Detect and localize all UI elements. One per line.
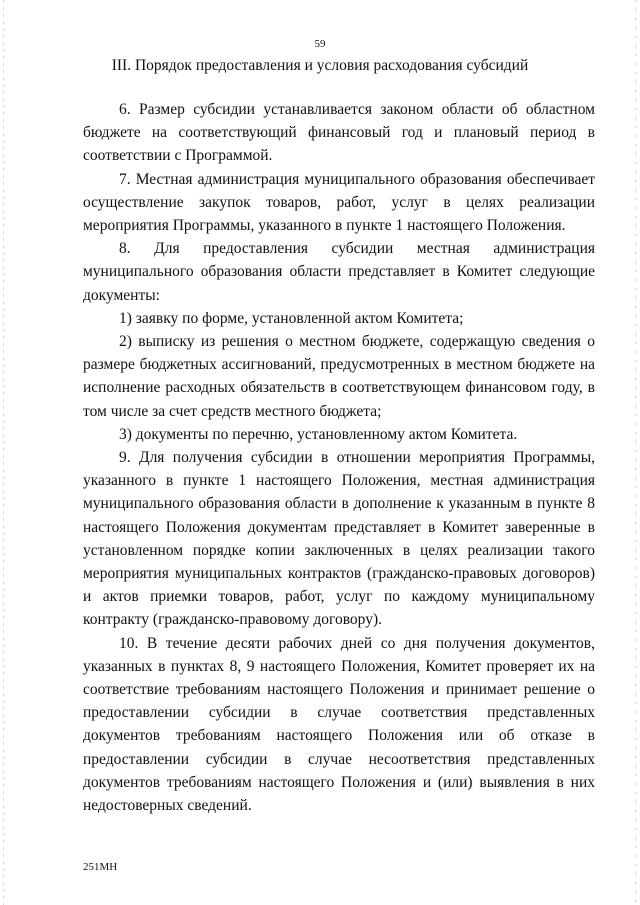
paragraph-6: 6. Размер субсидии устанавливается законом области об областном бюджете на соответствующий финансовый год и плановый период в соответствии с Программой. xyxy=(83,101,595,165)
footer-code: 251МН xyxy=(83,861,118,873)
paragraph-8: 8. Для предоставления субсидии местная администрация муниципального образования области представляет в Комитет следующие документы: xyxy=(83,240,595,304)
page-number: 59 xyxy=(314,38,326,50)
section-title: III. Порядок предоставления и условия расходования субсидий xyxy=(111,57,529,74)
paragraph-10: 10. В течение десяти рабочих дней со дня получения документов, указанных в пунктах 8, 9 настоящего Положения, Комитет проверяет их на соответствие требованиям настоящего Положения и принимает решение о предоставлении субсидии в случае соответствия представленных документов требованиям настоящего Положения или об отказе в предоставлении субсидии в случае несоответствия представленных документов требованиям настоящего Положения и (или) выявления в них недостоверных сведений. xyxy=(83,634,595,815)
paragraph-9: 9. Для получения субсидии в отношении мероприятия Программы, указанного в пункте 1 настоящего Положения, местная администрация муниципального образования области в дополнение к указанным в пункте 8 настоящего Положения документам представляет в Комитет заверенные в установленном порядке копии заключенных в целях реализации такого мероприятия муниципальных контрактов (гражданско-правовых договоров) и актов приемки товаров, работ, услуг по каждому муниципальному контракту (гражданско-правовому договору). xyxy=(83,449,595,629)
paragraph-7: 7. Местная администрация муниципального образования обеспечивает осуществление закупок товаров, работ, услуг в целях реализации мероприятия Программы, указанного в пункте 1 настоящего Положения. xyxy=(83,170,595,235)
document-body xyxy=(83,98,595,817)
paragraph-8-item-2: 2) выписку из решения о местном бюджете, содержащую сведения о размере бюджетных ассигнований, предусмотренных в местном бюджете на исполнение расходных обязательств в соответствующем финансовом году, в том числе за счет средств местного бюджета; xyxy=(83,333,595,420)
scan-edge-right xyxy=(635,0,636,905)
paragraph-8-item-1: 1) заявку по форме, установленной актом Комитета; xyxy=(119,309,464,327)
paragraph-8-item-3: 3) документы по перечню, установленному актом Комитета. xyxy=(119,425,518,443)
scan-edge-left xyxy=(3,0,4,905)
